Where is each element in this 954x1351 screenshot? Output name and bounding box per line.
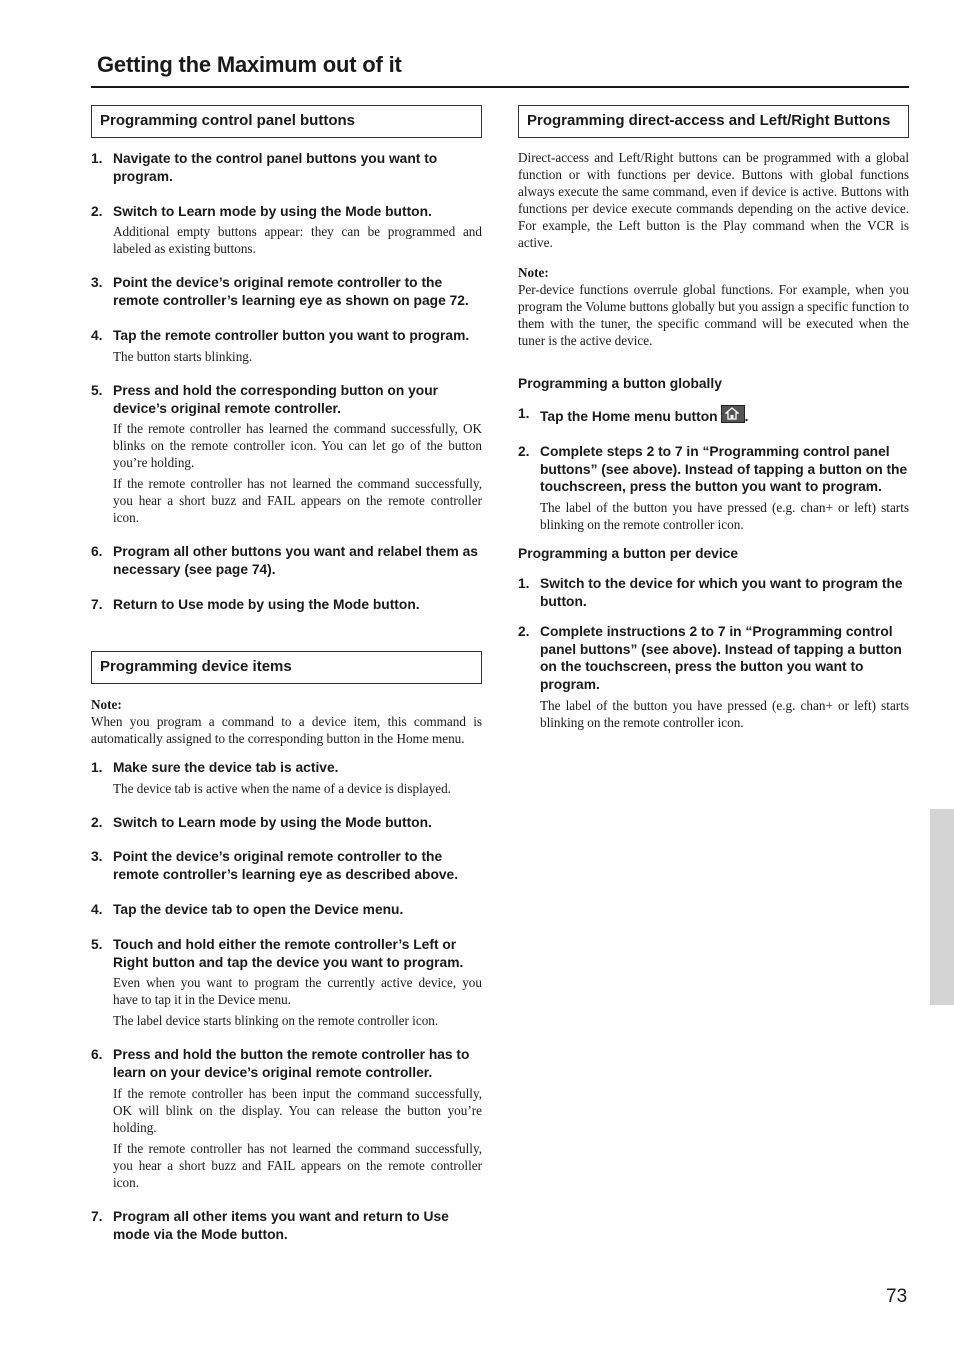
per-device-step-2 bbox=[518, 623, 909, 694]
home-menu-icon bbox=[721, 405, 745, 423]
step-note: Even when you want to program the currently active device, you have to tap it in the Device menu. bbox=[113, 975, 482, 1008]
left-column bbox=[91, 105, 482, 1244]
step-number: 3. bbox=[91, 849, 103, 865]
per-device-step-1 bbox=[518, 575, 909, 611]
page-number: 73 bbox=[886, 1286, 908, 1307]
step-text: Complete steps 2 to 7 in “Programming control panel buttons” (see above). Instead of tapping a button on the touchscreen, press the button you want to program. bbox=[540, 443, 908, 495]
page-title: Getting the Maximum out of it bbox=[97, 52, 402, 77]
step-text: Tap the remote controller button you want to program. bbox=[113, 327, 470, 343]
step-note: Additional empty buttons appear: they can be programmed and labeled as existing buttons. bbox=[113, 224, 482, 257]
step-text: Point the device’s original remote controller to the remote controller’s learning eye as shown on page 72. bbox=[113, 275, 469, 309]
step-text: Switch to Learn mode by using the Mode button. bbox=[113, 814, 432, 830]
step-number: 7. bbox=[91, 596, 103, 612]
step-number: 2. bbox=[91, 203, 103, 219]
step-item bbox=[91, 327, 482, 345]
step-note: The button starts blinking. bbox=[113, 348, 253, 364]
step-note: The device tab is active when the name of a device is displayed. bbox=[113, 780, 451, 796]
step-number: 2. bbox=[518, 443, 530, 459]
note-label: Note: bbox=[518, 265, 549, 280]
step-number: 6. bbox=[91, 544, 103, 560]
global-step-1 bbox=[518, 405, 909, 426]
step-text: Switch to the device for which you want to program the button. bbox=[540, 576, 903, 609]
step-number: 5. bbox=[91, 936, 103, 952]
subheading-per-device: Programming a button per device bbox=[518, 546, 739, 562]
step-item bbox=[91, 543, 482, 579]
step-text: Return to Use mode by using the Mode button. bbox=[113, 596, 420, 612]
step-text: Program all other buttons you want and relabel them as necessary (see page 74). bbox=[113, 544, 478, 578]
step-note: If the remote controller has not learned the command successfully, you hear a short buzz and FAIL appears on the remote controller icon. bbox=[113, 476, 482, 526]
step-item bbox=[91, 382, 482, 418]
step-note: If the remote controller has not learned the command successfully, you hear a short buzz and FAIL appears on the remote controller icon. bbox=[113, 1140, 482, 1190]
step-text: Complete instructions 2 to 7 in “Programming control panel buttons” (see above). Instead of tapping a button on the touchscreen, press the button you want to program. bbox=[540, 623, 902, 693]
step-number: 1. bbox=[91, 759, 103, 775]
step-text-main: Tap the Home menu button bbox=[540, 409, 718, 424]
device-items-steps bbox=[91, 759, 482, 1244]
step-item bbox=[91, 901, 482, 919]
step-number: 1. bbox=[518, 406, 530, 421]
step-note: The label of the button you have pressed (e.g. chan+ or left) starts blinking on the remote controller icon. bbox=[540, 500, 909, 533]
step-number: 4. bbox=[91, 327, 103, 343]
step-text: Navigate to the control panel buttons you want to program. bbox=[113, 151, 438, 184]
subheading-global: Programming a button globally bbox=[518, 376, 722, 391]
step-number: 2. bbox=[518, 623, 530, 639]
intro-paragraph: Direct-access and Left/Right buttons can be programmed with a global function or with functions per device. Buttons with global functions always execute the same command, even if device is active. Buttons with functions per device execute commands depending on the active device. For example, the Left button is the Play command when the VCR is active. bbox=[518, 150, 909, 250]
step-text-tail: . bbox=[744, 409, 749, 424]
step-text bbox=[540, 405, 909, 426]
step-number: 3. bbox=[91, 275, 103, 291]
step-item bbox=[91, 848, 482, 884]
step-text: Switch to Learn mode by using the Mode button. bbox=[113, 203, 432, 219]
step-text: Make sure the device tab is active. bbox=[113, 759, 339, 775]
step-number: 6. bbox=[91, 1047, 103, 1063]
control-panel-steps bbox=[91, 150, 482, 614]
step-text: Tap the device tab to open the Device menu. bbox=[113, 901, 404, 917]
note-text: Per-device functions overrule global functions. For example, when you program the Volume buttons globally but you assign a specific function to them with the tuner, the specific command will be executed when the tuner is the active device. bbox=[518, 282, 909, 348]
section-heading-direct-access: Programming direct-access and Left/Right Buttons bbox=[518, 105, 909, 138]
note-label: Note: bbox=[91, 696, 122, 712]
step-number: 5. bbox=[91, 382, 103, 398]
step-item bbox=[91, 596, 482, 614]
right-column bbox=[518, 105, 909, 731]
step-number: 1. bbox=[518, 576, 530, 592]
section-heading-device-items: Programming device items bbox=[91, 651, 482, 684]
step-item bbox=[91, 814, 482, 832]
step-text: Press and hold the corresponding button on your device’s original remote controller. bbox=[113, 382, 439, 416]
step-item bbox=[91, 1208, 482, 1244]
global-step-2 bbox=[518, 443, 909, 496]
step-text: Point the device’s original remote controller to the remote controller’s learning eye as described above. bbox=[113, 849, 459, 883]
title-rule bbox=[91, 86, 909, 88]
step-text: Press and hold the button the remote controller has to learn on your device’s original remote controller. bbox=[113, 1047, 470, 1081]
step-note: The label device starts blinking on the remote controller icon. bbox=[113, 1013, 439, 1029]
step-note: If the remote controller has learned the command successfully, OK blinks on the remote controller icon. You can let go of the button you’re holding. bbox=[113, 421, 482, 471]
step-note: The label of the button you have pressed (e.g. chan+ or left) starts blinking on the remote controller icon. bbox=[540, 697, 909, 730]
step-item bbox=[91, 203, 482, 221]
step-text: Program all other items you want and return to Use mode via the Mode button. bbox=[113, 1208, 449, 1242]
step-item bbox=[91, 936, 482, 972]
section-heading-control-panel: Programming control panel buttons bbox=[91, 105, 482, 138]
step-number: 4. bbox=[91, 901, 103, 917]
step-item bbox=[91, 1046, 482, 1082]
note-text: When you program a command to a device item, this command is automatically assigned to the corresponding button in the Home menu. bbox=[91, 713, 482, 746]
step-item bbox=[91, 274, 482, 310]
step-item bbox=[91, 150, 482, 186]
step-number: 1. bbox=[91, 151, 103, 166]
step-text: Touch and hold either the remote controller’s Left or Right button and tap the device you want to program. bbox=[113, 936, 464, 970]
chapter-tab bbox=[930, 809, 954, 1005]
step-item bbox=[91, 759, 482, 777]
step-note: If the remote controller has been input the command successfully, OK will blink on the display. You can release the button you’re holding. bbox=[113, 1085, 482, 1135]
step-number: 2. bbox=[91, 814, 103, 830]
step-number: 7. bbox=[91, 1208, 103, 1224]
